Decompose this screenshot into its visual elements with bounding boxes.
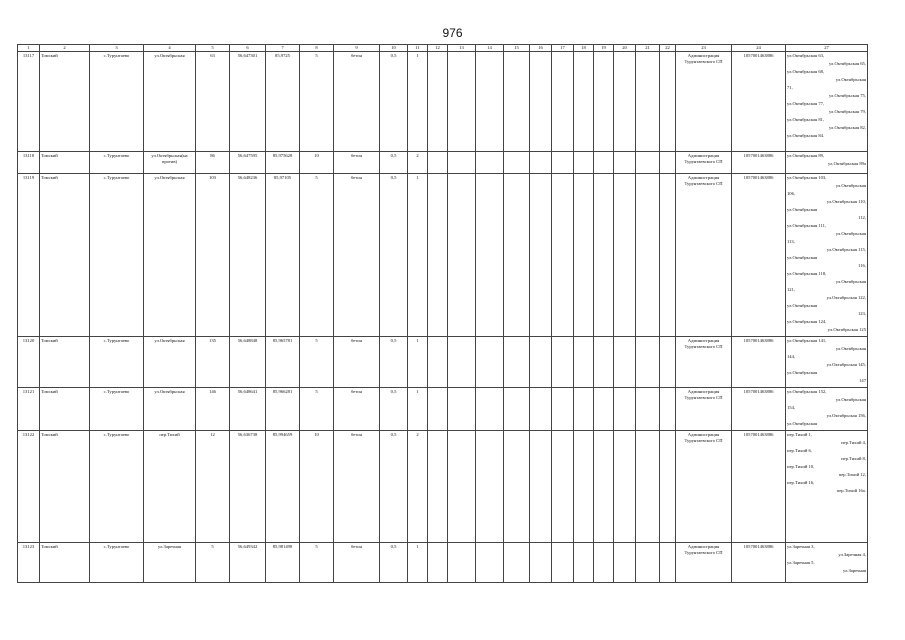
district-cell: Томский: [40, 388, 90, 431]
column-header: 23: [676, 45, 732, 52]
empty-cell: [614, 174, 636, 337]
address-line: 123,: [857, 311, 866, 316]
district-cell: Томский: [40, 431, 90, 543]
empty-cell: [428, 152, 448, 174]
empty-cell: [504, 388, 530, 431]
empty-cell: [448, 543, 476, 583]
count-cell: 1: [408, 174, 428, 337]
district-cell: Томский: [40, 543, 90, 583]
empty-cell: [636, 431, 660, 543]
street-cell: пер.Тихий: [144, 431, 196, 543]
empty-cell: [448, 337, 476, 388]
address-line: ул.Октябрьская 77,: [787, 101, 825, 106]
longitude-cell: 85,9725: [266, 52, 300, 152]
area-cell: 5: [300, 174, 334, 337]
latitude-cell: 56,648236: [230, 174, 266, 337]
empty-cell: [574, 543, 594, 583]
address-line: пер.Тихий 10,: [787, 464, 815, 469]
row-number: 13119: [18, 174, 40, 337]
column-header: 15: [504, 45, 530, 52]
volume-cell: 0,5: [380, 431, 408, 543]
address-line: ул.Октябрьская 118,: [787, 271, 827, 276]
empty-cell: [614, 388, 636, 431]
row-number: 13122: [18, 431, 40, 543]
latitude-cell: 56,647595: [230, 152, 266, 174]
empty-cell: [660, 337, 676, 388]
empty-cell: [614, 52, 636, 152]
address-line: 147: [859, 378, 866, 383]
empty-cell: [448, 388, 476, 431]
address-line: пер.Тихий 1,: [787, 432, 812, 437]
address-line: ул.Заречная 4,: [838, 552, 866, 557]
empty-cell: [614, 431, 636, 543]
empty-cell: [574, 431, 594, 543]
address-line: ул.Октябрьская: [835, 77, 866, 82]
empty-cell: [448, 174, 476, 337]
owner-cell: Администрация Турунтаевского СП: [676, 174, 732, 337]
address-line: ул.Октябрьская: [787, 370, 818, 375]
volume-cell: 0,5: [380, 543, 408, 583]
table-row: [18, 388, 868, 431]
address-line: ул.Октябрьская 110,: [826, 199, 866, 204]
column-header: 7: [266, 45, 300, 52]
address-line: ул.Октябрьская 81,: [787, 117, 825, 122]
house-cell: 146: [196, 388, 230, 431]
empty-cell: [594, 174, 614, 337]
address-line: ул.Октябрьская 79,: [828, 109, 866, 114]
house-cell: 135: [196, 337, 230, 388]
column-header: 4: [144, 45, 196, 52]
table-row: [18, 431, 868, 543]
address-line: пер.Тихий 4,: [841, 440, 866, 445]
empty-cell: [636, 388, 660, 431]
empty-cell: [530, 52, 552, 152]
address-line: ул.Октябрьская: [835, 279, 866, 284]
area-cell: 5: [300, 337, 334, 388]
empty-cell: [614, 152, 636, 174]
settlement-cell: с.Турунтаево: [90, 52, 144, 152]
street-cell: ул.Заречная: [144, 543, 196, 583]
count-cell: 2: [408, 431, 428, 543]
row-number: 13121: [18, 388, 40, 431]
address-line: пер.Тихий 16а.: [836, 488, 866, 493]
address-line: ул.Заречная: [842, 568, 866, 573]
volume-cell: 0,5: [380, 52, 408, 152]
district-cell: Томский: [40, 52, 90, 152]
area-cell: 5: [300, 543, 334, 583]
ogrn-cell: 1057001463886: [732, 388, 786, 431]
empty-cell: [614, 543, 636, 583]
settlement-cell: с.Турунтаево: [90, 337, 144, 388]
owner-cell: Администрация Турунтаевского СП: [676, 52, 732, 152]
address-line: ул.Октябрьская 68,: [787, 69, 825, 74]
address-line: пер.Тихий 12,: [838, 472, 866, 477]
empty-cell: [660, 543, 676, 583]
count-cell: 1: [408, 337, 428, 388]
empty-cell: [594, 152, 614, 174]
address-line: ул.Заречная 5,: [787, 560, 815, 565]
empty-cell: [448, 431, 476, 543]
address-line: ул.Заречная 3,: [787, 544, 815, 549]
empty-cell: [530, 543, 552, 583]
empty-cell: [552, 337, 574, 388]
latitude-cell: 56,648848: [230, 337, 266, 388]
count-cell: 1: [408, 52, 428, 152]
empty-cell: [476, 152, 504, 174]
street-cell: ул.Октябрьская: [144, 174, 196, 337]
address-line: ул.Октябрьская 156,: [826, 413, 866, 418]
empty-cell: [428, 174, 448, 337]
empty-cell: [504, 337, 530, 388]
count-cell: 2: [408, 152, 428, 174]
surface-cell: бетон: [334, 52, 380, 152]
address-line: ул.Октябрьская 111,: [787, 223, 827, 228]
ogrn-cell: 1057001463886: [732, 543, 786, 583]
address-line: ул.Октябрьская 63,: [787, 53, 825, 58]
empty-cell: [552, 388, 574, 431]
settlement-cell: с.Турунтаево: [90, 152, 144, 174]
empty-cell: [636, 543, 660, 583]
area-cell: 10: [300, 152, 334, 174]
address-line: ул.Октябрьская: [787, 421, 818, 426]
house-cell: 12: [196, 431, 230, 543]
empty-cell: [476, 431, 504, 543]
column-header: 22: [660, 45, 676, 52]
column-header: 24: [732, 45, 786, 52]
empty-cell: [636, 337, 660, 388]
owner-cell: Администрация Турунтаевского СП: [676, 431, 732, 543]
surface-cell: бетон: [334, 431, 380, 543]
address-line: ул.Октябрьская 103,: [787, 175, 827, 180]
empty-cell: [530, 337, 552, 388]
column-header: 21: [636, 45, 660, 52]
address-line: ул.Октябрьская 84.: [787, 133, 825, 138]
district-cell: Томский: [40, 152, 90, 174]
volume-cell: 0,5: [380, 174, 408, 337]
table-row: [18, 174, 868, 337]
column-header: 5: [196, 45, 230, 52]
settlement-cell: с.Турунтаево: [90, 174, 144, 337]
address-line: ул.Октябрьская: [835, 183, 866, 188]
longitude-cell: 85,975628: [266, 152, 300, 174]
district-cell: Томский: [40, 174, 90, 337]
column-header: 10: [380, 45, 408, 52]
empty-cell: [530, 431, 552, 543]
empty-cell: [574, 52, 594, 152]
address-line: пер.Тихий 6,: [787, 448, 812, 453]
column-header: 8: [300, 45, 334, 52]
surface-cell: бетон: [334, 152, 380, 174]
empty-cell: [476, 543, 504, 583]
empty-cell: [428, 431, 448, 543]
street-cell: ул.Октябрьская: [144, 337, 196, 388]
empty-cell: [530, 388, 552, 431]
address-line: 144,: [787, 354, 796, 359]
page-number: 976: [442, 26, 463, 40]
settlement-cell: с.Турунтаево: [90, 388, 144, 431]
street-cell: ул.Октябрьская: [144, 52, 196, 152]
house-cell: 63: [196, 52, 230, 152]
address-line: пер.Тихий 8,: [841, 456, 866, 461]
empty-cell: [660, 174, 676, 337]
area-cell: 10: [300, 431, 334, 543]
house-cell: 5: [196, 543, 230, 583]
house-cell: 103: [196, 174, 230, 337]
empty-cell: [504, 174, 530, 337]
served-addresses-cell: [786, 152, 868, 174]
empty-cell: [594, 337, 614, 388]
empty-cell: [660, 388, 676, 431]
address-line: ул.Октябрьская 141,: [787, 338, 827, 343]
empty-cell: [552, 431, 574, 543]
owner-cell: Администрация Турунтаевского СП: [676, 337, 732, 388]
column-header: 27: [786, 45, 868, 52]
column-header: 3: [90, 45, 144, 52]
address-line: ул.Октябрьская 75,: [828, 93, 866, 98]
empty-cell: [636, 152, 660, 174]
address-line: ул.Октябрьская: [835, 231, 866, 236]
surface-cell: бетон: [334, 337, 380, 388]
area-cell: 5: [300, 388, 334, 431]
settlement-cell: с.Турунтаево: [90, 431, 144, 543]
empty-cell: [574, 152, 594, 174]
table-row: [18, 152, 868, 174]
served-addresses-cell: [786, 388, 868, 431]
surface-cell: бетон: [334, 174, 380, 337]
longitude-cell: 85,994659: [266, 431, 300, 543]
empty-cell: [428, 543, 448, 583]
volume-cell: 0,5: [380, 388, 408, 431]
empty-cell: [660, 431, 676, 543]
house-cell: 86: [196, 152, 230, 174]
column-header: 20: [614, 45, 636, 52]
address-line: пер.Тихий 16,: [787, 480, 815, 485]
table-row: [18, 543, 868, 583]
empty-cell: [428, 52, 448, 152]
column-header: 11: [408, 45, 428, 52]
ogrn-cell: 1057001463886: [732, 337, 786, 388]
address-line: ул.Октябрьская 145,: [826, 362, 866, 367]
address-line: 154,: [787, 405, 796, 410]
column-header: 2: [40, 45, 90, 52]
column-header: 18: [574, 45, 594, 52]
address-line: ул.Октябрьская 89,: [787, 153, 825, 158]
address-line: ул.Октябрьская 152,: [787, 389, 827, 394]
address-line: ул.Октябрьская 122,: [826, 295, 866, 300]
column-header: 13: [448, 45, 476, 52]
column-header: 12: [428, 45, 448, 52]
address-line: ул.Октябрьская 115,: [826, 247, 866, 252]
address-line: 116,: [858, 263, 866, 268]
served-addresses-cell: [786, 337, 868, 388]
count-cell: 1: [408, 388, 428, 431]
surface-cell: бетон: [334, 543, 380, 583]
empty-cell: [552, 152, 574, 174]
count-cell: 1: [408, 543, 428, 583]
empty-cell: [594, 431, 614, 543]
address-line: 121,: [787, 287, 796, 292]
address-line: ул.Октябрьская 124,: [787, 319, 827, 324]
empty-cell: [428, 388, 448, 431]
empty-cell: [594, 388, 614, 431]
empty-cell: [476, 337, 504, 388]
empty-cell: [476, 388, 504, 431]
address-line: ул.Октябрьская 82,: [828, 125, 866, 130]
ogrn-cell: 1057001463886: [732, 431, 786, 543]
served-addresses-cell: [786, 431, 868, 543]
column-header: 17: [552, 45, 574, 52]
column-header: 6: [230, 45, 266, 52]
empty-cell: [448, 52, 476, 152]
street-cell: ул.Октябрьская: [144, 388, 196, 431]
volume-cell: 0,5: [380, 152, 408, 174]
empty-cell: [660, 152, 676, 174]
latitude-cell: 56,636738: [230, 431, 266, 543]
address-line: ул.Октябрьская: [835, 346, 866, 351]
served-addresses-cell: [786, 52, 868, 152]
empty-cell: [552, 543, 574, 583]
empty-cell: [504, 152, 530, 174]
empty-cell: [504, 52, 530, 152]
empty-cell: [552, 174, 574, 337]
surface-cell: бетон: [334, 388, 380, 431]
empty-cell: [476, 52, 504, 152]
address-line: 112,: [858, 215, 866, 220]
empty-cell: [636, 174, 660, 337]
longitude-cell: 85,965781: [266, 337, 300, 388]
empty-cell: [614, 337, 636, 388]
owner-cell: Администрация Турунтаевского СП: [676, 152, 732, 174]
street-cell: ул.Октябрьская(на против): [144, 152, 196, 174]
address-line: ул.Октябрьская 89а: [828, 161, 866, 166]
settlement-cell: с.Турунтаево: [90, 543, 144, 583]
owner-cell: Администрация Турунтаевского СП: [676, 388, 732, 431]
ogrn-cell: 1057001463886: [732, 52, 786, 152]
ogrn-cell: 1057001463886: [732, 174, 786, 337]
empty-cell: [574, 337, 594, 388]
column-header: 14: [476, 45, 504, 52]
longitude-cell: 85,966281: [266, 388, 300, 431]
volume-cell: 0,5: [380, 337, 408, 388]
column-header: 16: [530, 45, 552, 52]
row-number: 13123: [18, 543, 40, 583]
empty-cell: [504, 431, 530, 543]
latitude-cell: 56,648641: [230, 388, 266, 431]
empty-cell: [574, 174, 594, 337]
empty-cell: [552, 52, 574, 152]
column-header: 1: [18, 45, 40, 52]
empty-cell: [594, 543, 614, 583]
row-number: 13118: [18, 152, 40, 174]
longitude-cell: 85,981498: [266, 543, 300, 583]
district-cell: Томский: [40, 337, 90, 388]
latitude-cell: 56,649342: [230, 543, 266, 583]
empty-cell: [428, 337, 448, 388]
address-line: ул.Октябрьская: [787, 255, 818, 260]
latitude-cell: 56,647301: [230, 52, 266, 152]
address-line: ул.Октябрьская: [787, 303, 818, 308]
column-header: 9: [334, 45, 380, 52]
empty-cell: [574, 388, 594, 431]
table-row: [18, 337, 868, 388]
address-line: ул.Октябрьская: [835, 397, 866, 402]
row-number: 13117: [18, 52, 40, 152]
empty-cell: [504, 543, 530, 583]
longitude-cell: 85,97105: [266, 174, 300, 337]
column-header: 19: [594, 45, 614, 52]
header-row: [18, 45, 868, 52]
empty-cell: [448, 152, 476, 174]
address-line: ул.Октябрьская 65,: [828, 61, 866, 66]
empty-cell: [594, 52, 614, 152]
empty-cell: [530, 152, 552, 174]
address-line: 71,: [787, 85, 793, 90]
address-line: 106,: [787, 191, 796, 196]
served-addresses-cell: [786, 543, 868, 583]
served-addresses-cell: [786, 174, 868, 337]
address-line: ул.Октябрьская 125: [827, 327, 866, 332]
address-line: 113,: [787, 239, 795, 244]
table-row: [18, 52, 868, 152]
empty-cell: [476, 174, 504, 337]
area-cell: 5: [300, 52, 334, 152]
owner-cell: Администрация Турунтаевского СП: [676, 543, 732, 583]
address-line: ул.Октябрьская: [787, 207, 818, 212]
registry-table: [17, 44, 868, 583]
empty-cell: [660, 52, 676, 152]
empty-cell: [636, 52, 660, 152]
row-number: 13120: [18, 337, 40, 388]
empty-cell: [530, 174, 552, 337]
ogrn-cell: 1057001463886: [732, 152, 786, 174]
